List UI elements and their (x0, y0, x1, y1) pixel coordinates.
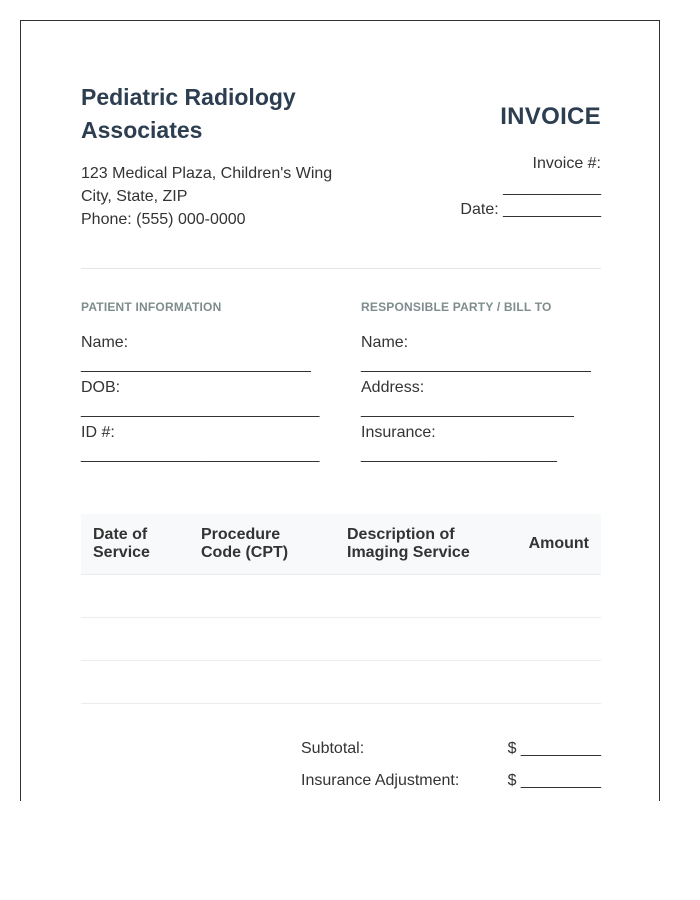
col-description-line2: Imaging Service (347, 544, 470, 561)
col-description-line1: Description of (347, 526, 455, 543)
col-procedure-line2: Code (CPT) (201, 544, 289, 561)
address-city: City, State, ZIP (81, 188, 188, 205)
invoice-number-label: Invoice #: (532, 155, 601, 172)
cell-description[interactable] (335, 618, 507, 661)
patient-information (81, 300, 341, 467)
address-phone: Phone: (555) 000-0000 (81, 211, 246, 228)
patient-dob-line[interactable]: ____________________________ (81, 401, 319, 418)
bill-to-name-line[interactable]: ___________________________ (361, 356, 591, 373)
patient-dob-label: DOB: (81, 379, 121, 396)
cell-amount[interactable] (507, 661, 601, 704)
col-procedure-code (189, 514, 335, 575)
table-row[interactable] (81, 661, 601, 704)
col-description (335, 514, 507, 575)
practice-name: Pediatric Radiology Associates (81, 84, 296, 143)
insurance-adjustment-label: Insurance Adjustment: (301, 772, 460, 789)
table-row[interactable] (81, 575, 601, 618)
col-date-line1: Date of (93, 526, 148, 543)
bill-to-section-label: RESPONSIBLE PARTY / BILL TO (361, 300, 552, 314)
cell-date[interactable] (81, 575, 189, 618)
cell-date[interactable] (81, 661, 189, 704)
patient-id-line[interactable]: ____________________________ (81, 446, 319, 463)
patient-name-line[interactable]: ___________________________ (81, 356, 311, 373)
table-row[interactable] (81, 618, 601, 661)
patient-id-field[interactable] (81, 422, 341, 467)
patient-name-label: Name: (81, 334, 129, 351)
cell-amount[interactable] (507, 618, 601, 661)
bill-to-name-field[interactable] (361, 332, 621, 377)
insurance-adjustment-row (301, 770, 601, 801)
patient-dob-field[interactable] (81, 377, 341, 422)
col-amount: Amount (507, 514, 601, 575)
cell-date[interactable] (81, 618, 189, 661)
bill-to-address-field[interactable] (361, 377, 621, 422)
subtotal-value[interactable]: $ _________ (507, 740, 601, 757)
totals-section (301, 738, 601, 801)
subtotal-label: Subtotal: (301, 740, 365, 757)
invoice-title: INVOICE (500, 103, 601, 130)
insurance-adjustment-value[interactable]: $ _________ (507, 772, 601, 789)
invoice-date-field[interactable]: Date: ___________ (460, 201, 601, 218)
subtotal-row (301, 738, 601, 770)
services-table (81, 514, 601, 704)
bill-to-insurance-field[interactable] (361, 422, 621, 467)
cell-description[interactable] (335, 575, 507, 618)
col-date-line2: Service (93, 544, 150, 561)
bill-to-insurance-line[interactable]: _______________________ (361, 446, 557, 463)
address-street: 123 Medical Plaza, Children's Wing (81, 165, 333, 182)
cell-description[interactable] (335, 661, 507, 704)
patient-id-label: ID #: (81, 424, 115, 441)
cell-code[interactable] (189, 618, 335, 661)
practice-address (81, 162, 332, 231)
col-procedure-line1: Procedure (201, 526, 281, 543)
bill-to-insurance-label: Insurance: (361, 424, 436, 441)
patient-section-label: PATIENT INFORMATION (81, 300, 222, 314)
bill-to-address-label: Address: (361, 379, 425, 396)
bill-to-name-label: Name: (361, 334, 409, 351)
cell-code[interactable] (189, 575, 335, 618)
responsible-party (361, 300, 621, 467)
cell-amount[interactable] (507, 575, 601, 618)
header-divider (81, 268, 601, 269)
cell-code[interactable] (189, 661, 335, 704)
invoice-sheet (20, 20, 660, 801)
invoice-number-field[interactable]: ___________ (503, 179, 601, 196)
table-header-row (81, 514, 601, 575)
col-date-of-service (81, 514, 189, 575)
bill-to-address-line[interactable]: _________________________ (361, 401, 574, 418)
patient-name-field[interactable] (81, 332, 341, 377)
